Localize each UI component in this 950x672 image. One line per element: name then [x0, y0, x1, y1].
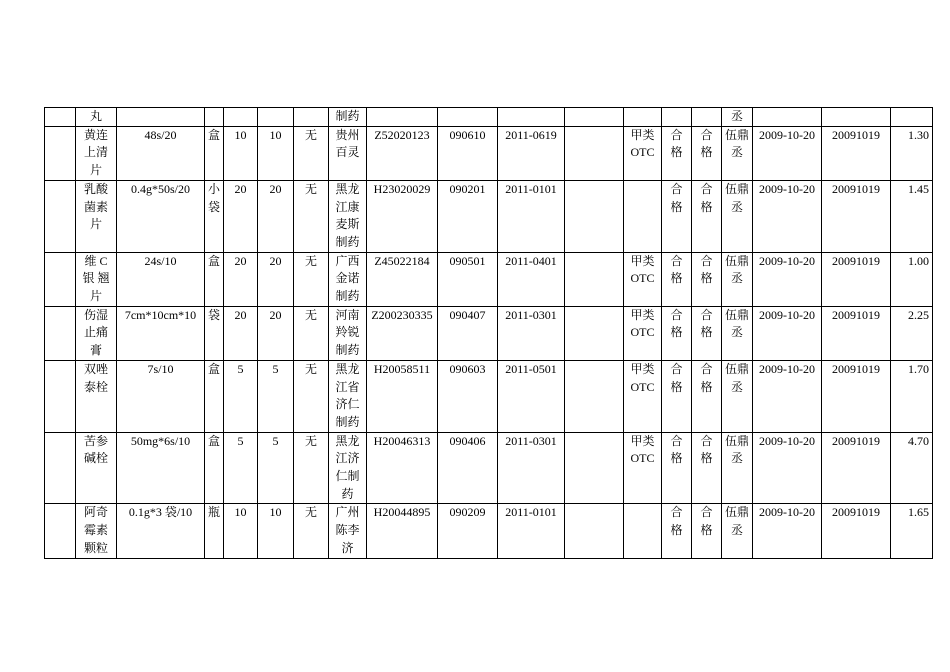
approval-number-cell: Z52020123 — [367, 126, 438, 180]
receipt-number-cell: 20091019 — [822, 504, 891, 558]
approval-number-cell: H20058511 — [367, 360, 438, 432]
inspector-cell: 伍鼎丞 — [722, 360, 753, 432]
receipt-number-cell: 20091019 — [822, 126, 891, 180]
price-cell: 1.00 — [891, 252, 933, 306]
unit-cell: 瓶 — [205, 504, 224, 558]
table-row — [45, 180, 933, 252]
unit-cell: 袋 — [205, 306, 224, 360]
expiry-cell: 2011-0401 — [498, 252, 565, 306]
inspector-cell: 伍鼎丞 — [722, 126, 753, 180]
quality-cell: 合格 — [662, 504, 692, 558]
quantity-cell — [224, 108, 258, 127]
price-cell — [891, 108, 933, 127]
inspector-cell: 伍鼎丞 — [722, 252, 753, 306]
approval-number-cell: Z45022184 — [367, 252, 438, 306]
category-cell — [624, 180, 662, 252]
receipt-number-cell: 20091019 — [822, 252, 891, 306]
row-index-cell — [45, 306, 76, 360]
accepted-quantity-cell — [258, 108, 294, 127]
blank-cell — [565, 126, 624, 180]
flag-cell: 无 — [294, 360, 329, 432]
unit-cell: 盒 — [205, 360, 224, 432]
conclusion-cell: 合格 — [692, 126, 722, 180]
manufacturer-cell: 黑龙江济仁制药 — [329, 432, 367, 504]
manufacturer-cell: 广西金诺制药 — [329, 252, 367, 306]
drug-name-cell: 丸 — [76, 108, 117, 127]
quality-cell: 合格 — [662, 360, 692, 432]
date-cell: 2009-10-20 — [753, 432, 822, 504]
manufacturer-cell: 贵州百灵 — [329, 126, 367, 180]
approval-number-cell: H23020029 — [367, 180, 438, 252]
table-row — [45, 126, 933, 180]
receipt-number-cell: 20091019 — [822, 360, 891, 432]
accepted-quantity-cell: 5 — [258, 360, 294, 432]
receipt-number-cell: 20091019 — [822, 432, 891, 504]
unit-cell: 小袋 — [205, 180, 224, 252]
approval-number-cell — [367, 108, 438, 127]
drug-name-cell: 黄连上清片 — [76, 126, 117, 180]
drug-name-cell: 阿奇霉素颗粒 — [76, 504, 117, 558]
table-row — [45, 108, 933, 127]
accepted-quantity-cell: 20 — [258, 252, 294, 306]
quality-cell — [662, 108, 692, 127]
row-index-cell — [45, 432, 76, 504]
drug-name-cell: 伤湿止痛膏 — [76, 306, 117, 360]
quantity-cell: 5 — [224, 360, 258, 432]
quantity-cell: 10 — [224, 504, 258, 558]
conclusion-cell: 合格 — [692, 180, 722, 252]
conclusion-cell: 合格 — [692, 360, 722, 432]
expiry-cell: 2011-0301 — [498, 306, 565, 360]
price-cell: 1.30 — [891, 126, 933, 180]
manufacturer-cell: 制药 — [329, 108, 367, 127]
category-cell: 甲类OTC — [624, 432, 662, 504]
blank-cell — [565, 252, 624, 306]
row-index-cell — [45, 126, 76, 180]
manufacturer-cell: 黑龙江省济仁制药 — [329, 360, 367, 432]
date-cell: 2009-10-20 — [753, 504, 822, 558]
blank-cell — [565, 360, 624, 432]
blank-cell — [565, 108, 624, 127]
row-index-cell — [45, 180, 76, 252]
conclusion-cell: 合格 — [692, 306, 722, 360]
inspector-cell: 伍鼎丞 — [722, 504, 753, 558]
date-cell: 2009-10-20 — [753, 306, 822, 360]
spec-cell: 0.1g*3 袋/10 — [117, 504, 205, 558]
blank-cell — [565, 504, 624, 558]
price-cell: 1.65 — [891, 504, 933, 558]
row-index-cell — [45, 108, 76, 127]
price-cell: 1.70 — [891, 360, 933, 432]
accepted-quantity-cell: 10 — [258, 126, 294, 180]
accepted-quantity-cell: 20 — [258, 306, 294, 360]
quality-cell: 合格 — [662, 432, 692, 504]
accepted-quantity-cell: 10 — [258, 504, 294, 558]
price-cell: 2.25 — [891, 306, 933, 360]
unit-cell: 盒 — [205, 252, 224, 306]
spec-cell: 24s/10 — [117, 252, 205, 306]
row-index-cell — [45, 252, 76, 306]
drug-name-cell: 双唑泰栓 — [76, 360, 117, 432]
quantity-cell: 20 — [224, 180, 258, 252]
category-cell: 甲类OTC — [624, 126, 662, 180]
blank-cell — [565, 180, 624, 252]
spec-cell: 48s/20 — [117, 126, 205, 180]
quantity-cell: 10 — [224, 126, 258, 180]
flag-cell: 无 — [294, 252, 329, 306]
table-row — [45, 432, 933, 504]
conclusion-cell: 合格 — [692, 252, 722, 306]
inspector-cell: 伍鼎丞 — [722, 432, 753, 504]
approval-number-cell: Z200230335 — [367, 306, 438, 360]
batch-number-cell: 090610 — [438, 126, 498, 180]
conclusion-cell: 合格 — [692, 504, 722, 558]
spec-cell — [117, 108, 205, 127]
drug-name-cell: 苦参碱栓 — [76, 432, 117, 504]
flag-cell: 无 — [294, 180, 329, 252]
quality-cell: 合格 — [662, 180, 692, 252]
row-index-cell — [45, 504, 76, 558]
date-cell: 2009-10-20 — [753, 180, 822, 252]
table-row — [45, 504, 933, 558]
quantity-cell: 20 — [224, 252, 258, 306]
price-cell: 1.45 — [891, 180, 933, 252]
accepted-quantity-cell: 5 — [258, 432, 294, 504]
date-cell — [753, 108, 822, 127]
accepted-quantity-cell: 20 — [258, 180, 294, 252]
category-cell: 甲类OTC — [624, 360, 662, 432]
category-cell — [624, 108, 662, 127]
inspector-cell: 丞 — [722, 108, 753, 127]
drug-name-cell: 维 C 银 翘片 — [76, 252, 117, 306]
batch-number-cell: 090209 — [438, 504, 498, 558]
spec-cell: 7s/10 — [117, 360, 205, 432]
category-cell — [624, 504, 662, 558]
batch-number-cell: 090406 — [438, 432, 498, 504]
manufacturer-cell: 黑龙江康麦斯制药 — [329, 180, 367, 252]
category-cell: 甲类OTC — [624, 252, 662, 306]
row-index-cell — [45, 360, 76, 432]
quantity-cell: 5 — [224, 432, 258, 504]
expiry-cell: 2011-0619 — [498, 126, 565, 180]
unit-cell: 盒 — [205, 126, 224, 180]
expiry-cell: 2011-0101 — [498, 504, 565, 558]
batch-number-cell: 090201 — [438, 180, 498, 252]
drug-inspection-table — [44, 107, 933, 559]
inspector-cell: 伍鼎丞 — [722, 306, 753, 360]
manufacturer-cell: 广州陈李济 — [329, 504, 367, 558]
flag-cell: 无 — [294, 504, 329, 558]
batch-number-cell — [438, 108, 498, 127]
expiry-cell — [498, 108, 565, 127]
conclusion-cell — [692, 108, 722, 127]
quality-cell: 合格 — [662, 306, 692, 360]
inspector-cell: 伍鼎丞 — [722, 180, 753, 252]
date-cell: 2009-10-20 — [753, 252, 822, 306]
table-row — [45, 252, 933, 306]
table-row — [45, 306, 933, 360]
unit-cell — [205, 108, 224, 127]
table-row — [45, 360, 933, 432]
blank-cell — [565, 306, 624, 360]
unit-cell: 盒 — [205, 432, 224, 504]
spec-cell: 7cm*10cm*10 — [117, 306, 205, 360]
approval-number-cell: H20046313 — [367, 432, 438, 504]
batch-number-cell: 090501 — [438, 252, 498, 306]
table-body — [45, 108, 933, 559]
spec-cell: 50mg*6s/10 — [117, 432, 205, 504]
flag-cell: 无 — [294, 432, 329, 504]
approval-number-cell: H20044895 — [367, 504, 438, 558]
price-cell: 4.70 — [891, 432, 933, 504]
drug-name-cell: 乳酸菌素片 — [76, 180, 117, 252]
category-cell: 甲类OTC — [624, 306, 662, 360]
receipt-number-cell: 20091019 — [822, 306, 891, 360]
quantity-cell: 20 — [224, 306, 258, 360]
receipt-number-cell: 20091019 — [822, 180, 891, 252]
date-cell: 2009-10-20 — [753, 360, 822, 432]
expiry-cell: 2011-0101 — [498, 180, 565, 252]
spec-cell: 0.4g*50s/20 — [117, 180, 205, 252]
flag-cell: 无 — [294, 306, 329, 360]
flag-cell — [294, 108, 329, 127]
conclusion-cell: 合格 — [692, 432, 722, 504]
date-cell: 2009-10-20 — [753, 126, 822, 180]
expiry-cell: 2011-0501 — [498, 360, 565, 432]
batch-number-cell: 090407 — [438, 306, 498, 360]
batch-number-cell: 090603 — [438, 360, 498, 432]
quality-cell: 合格 — [662, 126, 692, 180]
quality-cell: 合格 — [662, 252, 692, 306]
flag-cell: 无 — [294, 126, 329, 180]
receipt-number-cell — [822, 108, 891, 127]
manufacturer-cell: 河南羚锐制药 — [329, 306, 367, 360]
expiry-cell: 2011-0301 — [498, 432, 565, 504]
blank-cell — [565, 432, 624, 504]
